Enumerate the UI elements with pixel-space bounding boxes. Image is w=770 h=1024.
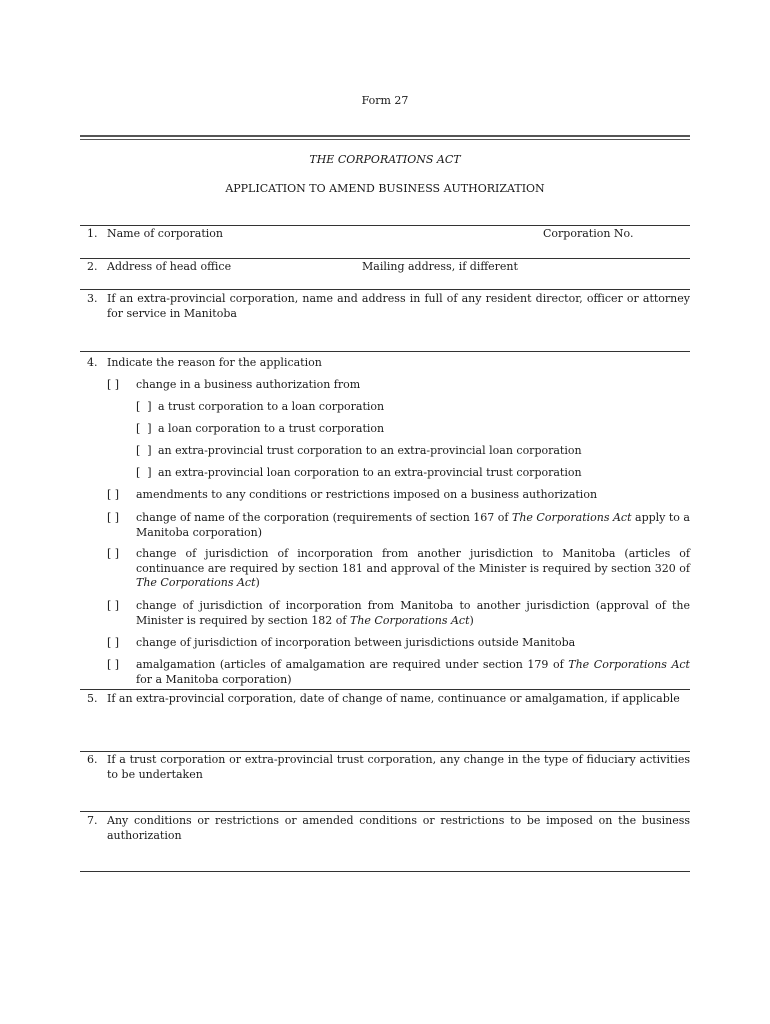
item-number: 4. bbox=[87, 356, 98, 369]
option-ep-loan-to-trust: an extra-provincial loan corporation to an extra-provincial trust corporation bbox=[158, 466, 582, 479]
item-number: 6. bbox=[87, 753, 98, 766]
option-change-name: change of name of the corporation (requirements of section 167 of The Corporations Act apply to a Manitoba corporation) bbox=[136, 511, 690, 539]
act-title: THE CORPORATIONS ACT bbox=[309, 153, 461, 166]
option-loan-to-trust: a loan corporation to a trust corporation bbox=[158, 422, 385, 435]
section-divider bbox=[80, 689, 690, 690]
fiduciary-activities-prompt: If a trust corporation or extra-provincial trust corporation, any change in the type of fiduciary activities to be undertaken bbox=[107, 753, 690, 781]
item-number: 2. bbox=[87, 260, 98, 273]
option-jurisdiction-between: change of jurisdiction of incorporation between jurisdictions outside Manitoba bbox=[136, 636, 576, 649]
item-number: 1. bbox=[87, 227, 98, 240]
checkbox-ep-trust-to-loan[interactable]: [ ] bbox=[136, 444, 152, 457]
checkbox-change-authorization[interactable]: [ ] bbox=[107, 378, 120, 391]
checkbox-jurisdiction-to-manitoba[interactable]: [ ] bbox=[107, 547, 120, 560]
section-divider bbox=[80, 289, 690, 290]
checkbox-amalgamation[interactable]: [ ] bbox=[107, 658, 120, 671]
checkbox-loan-to-trust[interactable]: [ ] bbox=[136, 422, 152, 435]
section-divider bbox=[80, 258, 690, 259]
reason-prompt: Indicate the reason for the application bbox=[107, 356, 322, 369]
checkbox-ep-loan-to-trust[interactable]: [ ] bbox=[136, 466, 152, 479]
section-divider bbox=[80, 351, 690, 352]
date-of-change-prompt: If an extra-provincial corporation, date of change of name, continuance or amalgamation, if applicable bbox=[107, 692, 680, 705]
option-amalgamation: amalgamation (articles of amalgamation are required under section 179 of The Corporations Act for a Manitoba corporation) bbox=[136, 658, 690, 686]
section-divider bbox=[80, 751, 690, 752]
checkbox-trust-to-loan[interactable]: [ ] bbox=[136, 400, 152, 413]
option-ep-trust-to-loan: an extra-provincial trust corporation to an extra-provincial loan corporation bbox=[158, 444, 582, 457]
item-number: 3. bbox=[87, 292, 98, 305]
checkbox-change-name[interactable]: [ ] bbox=[107, 511, 120, 524]
item-number: 5. bbox=[87, 692, 98, 705]
resident-director-prompt: If an extra-provincial corporation, name and address in full of any resident director, officer or attorney for service in Manitoba bbox=[107, 292, 690, 320]
checkbox-jurisdiction-between[interactable]: [ ] bbox=[107, 636, 120, 649]
option-change-authorization: change in a business authorization from bbox=[136, 378, 361, 391]
option-jurisdiction-to-manitoba: change of jurisdiction of incorporation from another jurisdiction to Manitoba (articles of continuance are required by section 181 and approval of the Minister is required by section 320 of The Corporations Act) bbox=[136, 547, 690, 589]
corporation-name-label: Name of corporation bbox=[107, 227, 223, 240]
mailing-address-label: Mailing address, if different bbox=[362, 260, 518, 273]
item-number: 7. bbox=[87, 814, 98, 827]
section-divider bbox=[80, 225, 690, 226]
option-trust-to-loan: a trust corporation to a loan corporation bbox=[158, 400, 385, 413]
section-divider bbox=[80, 811, 690, 812]
checkbox-jurisdiction-from-manitoba[interactable]: [ ] bbox=[107, 599, 120, 612]
conditions-prompt: Any conditions or restrictions or amended conditions or restrictions to be imposed on the business authorization bbox=[107, 814, 690, 842]
corporation-number-label: Corporation No. bbox=[543, 227, 634, 240]
option-amendments: amendments to any conditions or restrictions imposed on a business authorization bbox=[136, 488, 598, 501]
document-title: APPLICATION TO AMEND BUSINESS AUTHORIZATION bbox=[225, 182, 545, 195]
head-office-label: Address of head office bbox=[107, 260, 232, 273]
form-number: Form 27 bbox=[361, 94, 409, 107]
checkbox-amendments[interactable]: [ ] bbox=[107, 488, 120, 501]
header-double-rule bbox=[80, 135, 690, 140]
bottom-rule bbox=[80, 871, 690, 872]
option-jurisdiction-from-manitoba: change of jurisdiction of incorporation from Manitoba to another jurisdiction (approval of the Minister is required by section 182 of The Corporations Act) bbox=[136, 599, 690, 627]
